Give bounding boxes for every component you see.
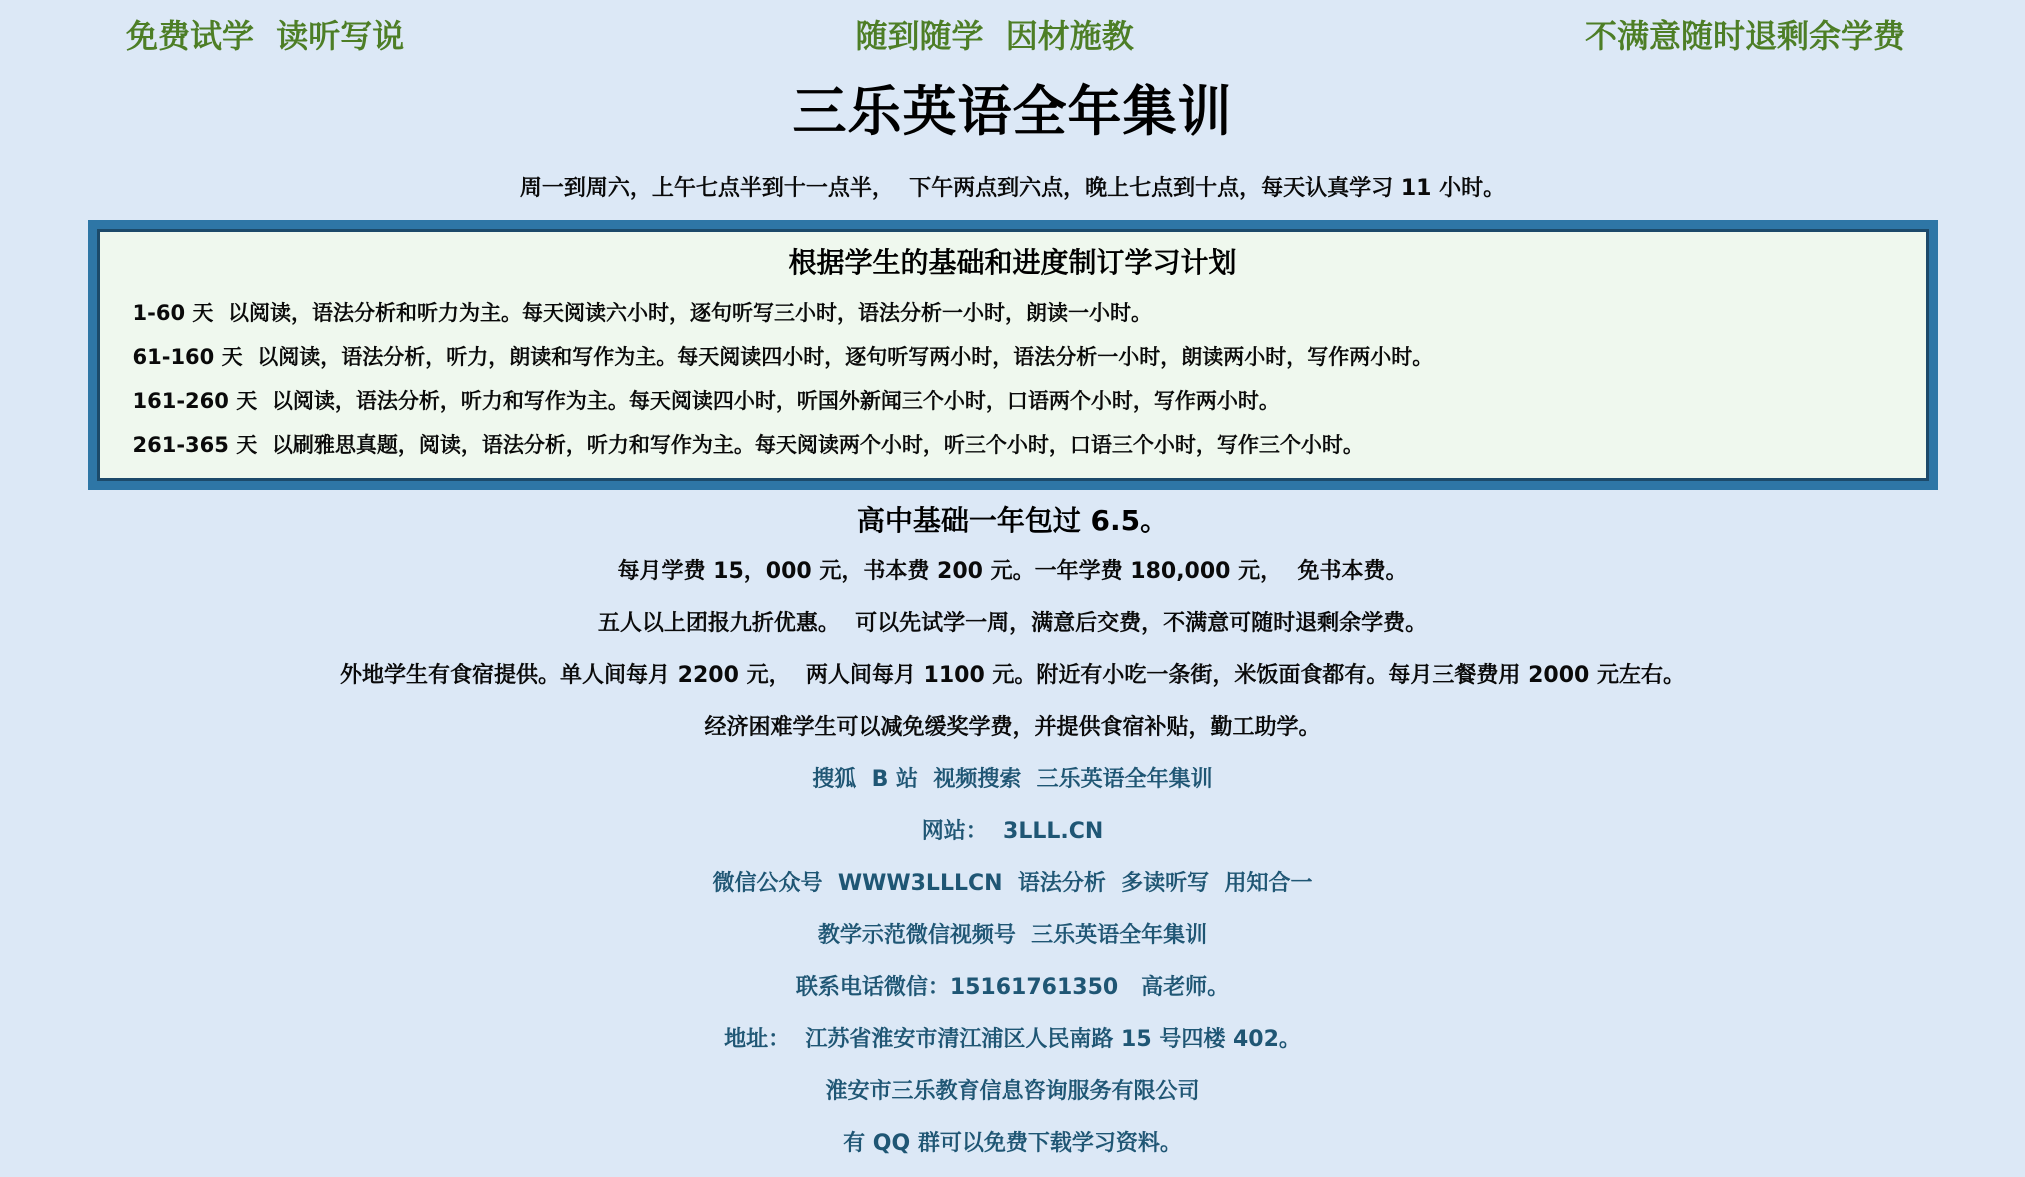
phone-contact-line: 联系电话微信：15161761350 高老师。 — [795, 975, 1230, 1000]
wechat-official-account-line: 微信公众号 WWW3LLLCN 语法分析 多读听写 用知合一 — [712, 871, 1313, 896]
group-discount-line: 五人以上团报九折优惠。 可以先试学一周，满意后交费，不满意可随时退剩余学费。 — [597, 611, 1428, 636]
plan-item-days-1-60: 1-60 天 以阅读，语法分析和听力为主。每天阅读六小时，逐句听写三小时，语法分析一小时，朗读一小时。 — [132, 301, 1152, 325]
financial-aid-line: 经济困难学生可以减免缓奖学费，并提供食宿补贴，勤工助学。 — [704, 715, 1321, 740]
plan-item-days-61-160: 61-160 天 以阅读，语法分析，听力，朗读和写作为主。每天阅读四小时，逐句听写两小时，语法分析一小时，朗读两小时，写作两小时。 — [132, 345, 1434, 369]
slogan-free-trial: 免费试学 读听写说 — [126, 17, 405, 55]
plan-item-days-261-365: 261-365 天 以刷雅思真题，阅读，语法分析，听力和写作为主。每天阅读两个小时，听三个小时，口语三个小时，写作三个小时。 — [132, 433, 1364, 457]
video-search-line: 搜狐 B 站 视频搜索 三乐英语全年集训 — [812, 767, 1213, 792]
study-plan-heading: 根据学生的基础和进度制订学习计划 — [788, 246, 1237, 279]
qq-group-line: 有 QQ 群可以免费下载学习资料。 — [843, 1131, 1182, 1156]
slogan-refund-policy: 不满意随时退剩余学费 — [1584, 17, 1905, 55]
study-plan-box — [88, 220, 1938, 490]
company-name-line: 淮安市三乐教育信息咨询服务有限公司 — [825, 1079, 1200, 1104]
tuition-fee-line: 每月学费 15，000 元，书本费 200 元。一年学费 180,000 元， 免书本费。 — [617, 559, 1408, 584]
slogan-row — [0, 0, 2025, 56]
plan-item-days-161-260: 161-260 天 以阅读，语法分析，听力和写作为主。每天阅读四小时，听国外新闻三个小时，口语两个小时，写作两小时。 — [132, 389, 1280, 413]
slogan-flexible-learning: 随到随学 因材施教 — [855, 17, 1134, 55]
address-line: 地址： 江苏省淮安市清江浦区人民南路 15 号四楼 402。 — [724, 1027, 1301, 1052]
website-line: 网站： 3LLL.CN — [921, 819, 1104, 844]
accommodation-line: 外地学生有食宿提供。单人间每月 2200 元， 两人间每月 1100 元。附近有小吃一条街，米饭面食都有。每月三餐费用 2000 元左右。 — [340, 663, 1685, 688]
wechat-video-channel-line: 教学示范微信视频号 三乐英语全年集训 — [817, 923, 1208, 948]
daily-schedule-line: 周一到周六，上午七点半到十一点半， 下午两点到六点，晚上七点到十点，每天认真学习 11 小时。 — [519, 176, 1506, 201]
promise-line: 高中基础一年包过 6.5。 — [856, 504, 1169, 537]
page-title: 三乐英语全年集训 — [792, 80, 1233, 143]
